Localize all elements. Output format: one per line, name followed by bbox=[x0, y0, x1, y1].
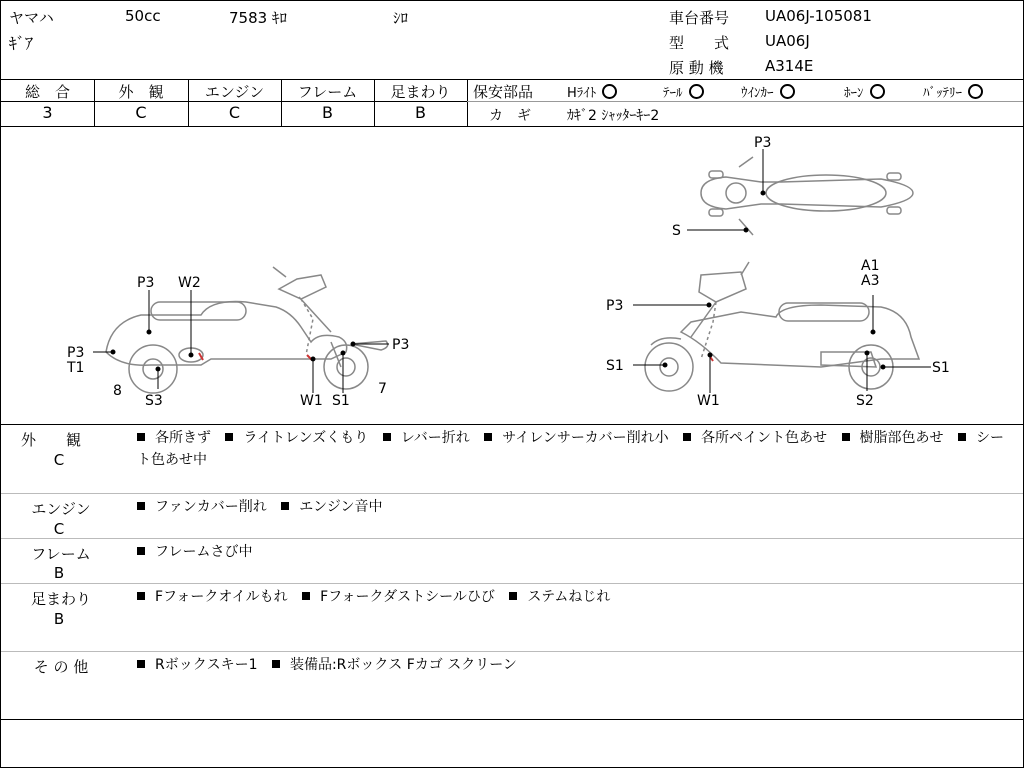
grade-label-frame: フレーム bbox=[297, 83, 358, 101]
bullet-icon bbox=[302, 592, 310, 600]
safety-headlight: Hﾗｲﾄ bbox=[567, 82, 617, 101]
horn-ok-icon bbox=[870, 84, 885, 99]
bullet-icon bbox=[137, 592, 145, 600]
model-name: ｷﾞｱ bbox=[9, 34, 34, 53]
right-label-s1-rear: S1 bbox=[932, 360, 950, 376]
right-label-s1-front: S1 bbox=[606, 358, 624, 374]
bullet-icon bbox=[683, 433, 691, 441]
remark-label-suspension: 足まわり bbox=[30, 590, 91, 608]
grade-label-exterior: 外 観 bbox=[118, 83, 164, 101]
safety-winker: ｳｲﾝｶｰ bbox=[741, 82, 795, 101]
safety-label: 保安部品 bbox=[473, 83, 534, 101]
left-scooter-rear-wheel bbox=[129, 345, 177, 393]
left-scooter-legshield bbox=[299, 297, 331, 332]
grade-engine: C bbox=[228, 103, 241, 122]
remark-items-engine: ファンカバー削れ エンジン音中 bbox=[137, 496, 393, 518]
left-label-t1: T1 bbox=[67, 360, 85, 376]
maker: ヤマハ bbox=[9, 9, 54, 27]
bullet-icon bbox=[484, 433, 492, 441]
grade-overall: 3 bbox=[42, 103, 53, 122]
bullet-icon bbox=[281, 502, 289, 510]
bullet-icon bbox=[509, 592, 517, 600]
engine-label: 原 動 機 bbox=[669, 59, 724, 77]
left-label-7: 7 bbox=[378, 381, 387, 397]
left-scooter-seat bbox=[151, 302, 246, 320]
bullet-icon bbox=[137, 547, 145, 555]
right-scooter-body bbox=[681, 305, 919, 367]
key-value: ｶｷﾞ2 ｼｬｯﾀｰｷｰ2 bbox=[567, 108, 660, 124]
left-label-8: 8 bbox=[113, 383, 122, 399]
top-scooter-handle-left bbox=[739, 157, 753, 167]
left-label-p3-front: P3 bbox=[392, 337, 410, 353]
safety-battery: ﾊﾞｯﾃﾘｰ bbox=[923, 82, 983, 101]
key-label: カ ギ bbox=[489, 108, 531, 124]
top-scooter-handle-right bbox=[739, 219, 753, 235]
remark-label-exterior: 外 観 bbox=[21, 431, 82, 449]
frame-no-label: 車台番号 bbox=[669, 9, 730, 27]
frame-no: UA06J-105081 bbox=[765, 7, 872, 25]
right-label-w1: W1 bbox=[697, 393, 720, 409]
top-scooter-headlight bbox=[726, 183, 746, 203]
body-color: ｼﾛ bbox=[393, 9, 409, 27]
remark-grade-frame: B bbox=[53, 564, 65, 582]
grade-exterior: C bbox=[135, 103, 147, 122]
left-label-p3-rear: P3 bbox=[67, 345, 85, 361]
left-label-w1: W1 bbox=[300, 393, 323, 409]
battery-ok-icon bbox=[968, 84, 983, 99]
bullet-icon bbox=[225, 433, 233, 441]
left-label-w2: W2 bbox=[178, 275, 201, 291]
type-label: 型 式 bbox=[669, 34, 730, 52]
right-label-a3: A3 bbox=[861, 273, 880, 289]
mileage: 7583 ｷﾛ bbox=[229, 9, 287, 27]
top-scooter-body bbox=[701, 177, 913, 209]
right-label-s2: S2 bbox=[856, 393, 874, 409]
bullet-icon bbox=[383, 433, 391, 441]
engine-value: A314E bbox=[765, 57, 814, 75]
bullet-icon bbox=[272, 660, 280, 668]
damage-diagram bbox=[1, 127, 1023, 423]
remark-grade-suspension: B bbox=[53, 610, 65, 628]
right-label-p3: P3 bbox=[606, 298, 624, 314]
right-scooter-handlebar bbox=[741, 262, 749, 275]
remark-items-frame: フレームさび中 bbox=[137, 541, 262, 563]
left-scooter-handlebar bbox=[273, 267, 286, 277]
tail-ok-icon bbox=[689, 84, 704, 99]
bullet-icon bbox=[958, 433, 966, 441]
bullet-icon bbox=[137, 502, 145, 510]
left-label-p3-seat: P3 bbox=[137, 275, 155, 291]
right-scooter-front-cover bbox=[699, 272, 746, 302]
remark-label-frame: フレーム bbox=[31, 545, 91, 563]
grade-frame: B bbox=[322, 103, 333, 122]
right-label-a1: A1 bbox=[861, 258, 880, 274]
bullet-icon bbox=[137, 660, 145, 668]
type-value: UA06J bbox=[765, 32, 810, 50]
remark-items-other: Rボックスキー1 装備品:Rボックス Fカゴ スクリーン bbox=[137, 654, 527, 676]
remark-grade-exterior: C bbox=[53, 451, 65, 469]
remark-label-other: そ の 他 bbox=[33, 658, 89, 676]
grade-label-overall: 総 合 bbox=[24, 83, 70, 101]
right-scooter-front-wheel bbox=[645, 343, 693, 391]
remark-grade-engine: C bbox=[53, 520, 65, 538]
headlight-ok-icon bbox=[602, 84, 617, 99]
top-label-s: S bbox=[672, 223, 681, 239]
safety-tail: ﾃｰﾙ bbox=[663, 82, 704, 101]
remark-label-engine: エンジン bbox=[31, 500, 91, 518]
left-scooter-front-cover bbox=[279, 275, 326, 299]
displacement: 50cc bbox=[125, 7, 161, 25]
safety-horn: ﾎｰﾝ bbox=[844, 82, 885, 101]
winker-ok-icon bbox=[780, 84, 795, 99]
top-label-p3: P3 bbox=[754, 135, 772, 151]
remark-items-exterior: 各所きず ライトレンズくもり レバー折れ サイレンサーカバー削れ小 各所ペイント色あせ 樹脂部色あせ シート色あせ中 bbox=[137, 430, 1004, 468]
left-label-s1: S1 bbox=[332, 393, 350, 409]
grade-suspension: B bbox=[415, 103, 426, 122]
bullet-icon bbox=[137, 433, 145, 441]
remark-items-suspension: Fフォークオイルもれ Fフォークダストシールひび ステムねじれ bbox=[137, 586, 620, 608]
grade-label-engine: エンジン bbox=[204, 83, 265, 101]
left-scooter-front-fender bbox=[351, 341, 388, 350]
grade-label-suspension: 足まわり bbox=[390, 83, 451, 101]
bullet-icon bbox=[842, 433, 850, 441]
left-label-s3: S3 bbox=[145, 393, 163, 409]
